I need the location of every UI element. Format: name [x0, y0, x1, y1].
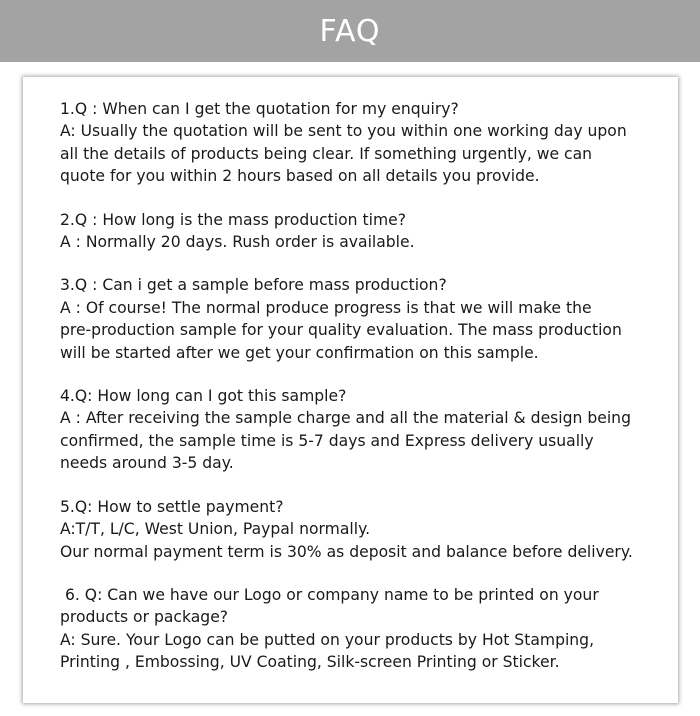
- faq-item-5: [60, 496, 678, 563]
- faq-question-3: 3.Q : Can i get a sample before mass production?: [60, 276, 447, 295]
- faq-answer-5-line-2: Our normal payment term is 30% as deposit and balance before delivery.: [60, 542, 633, 561]
- faq-question-6-line-1: 6. Q: Can we have our Logo or company name to be printed on your: [60, 585, 599, 604]
- faq-item-1: [60, 98, 678, 188]
- faq-list: [60, 98, 678, 695]
- faq-answer-3-line-2: pre-production sample for your quality evaluation. The mass production: [60, 321, 622, 340]
- faq-answer-6-line-1: A: Sure. Your Logo can be putted on your products by Hot Stamping,: [60, 630, 595, 649]
- faq-answer-1-line-3: quote for you within 2 hours based on all details you provide.: [60, 167, 540, 186]
- faq-answer-6-line-2: Printing , Embossing, UV Coating, Silk-screen Printing or Sticker.: [60, 653, 560, 672]
- faq-panel: [23, 77, 678, 703]
- faq-answer-1-line-1: A: Usually the quotation will be sent to you within one working day upon: [60, 122, 627, 141]
- faq-answer-4-line-1: A : After receiving the sample charge and all the material & design being: [60, 409, 631, 428]
- faq-question-5: 5.Q: How to settle payment?: [60, 497, 284, 516]
- faq-answer-3-line-1: A : Of course! The normal produce progress is that we will make the: [60, 298, 592, 317]
- faq-question-1: 1.Q : When can I get the quotation for my enquiry?: [60, 100, 459, 118]
- faq-answer-4-line-2: confirmed, the sample time is 5-7 days and Express delivery usually: [60, 431, 594, 450]
- faq-item-2: [60, 209, 678, 254]
- faq-answer-3-line-3: will be started after we get your confirmation on this sample.: [60, 343, 539, 362]
- faq-question-2: 2.Q : How long is the mass production time?: [60, 210, 407, 229]
- faq-header-bar: [0, 0, 700, 62]
- faq-item-4: [60, 385, 678, 475]
- faq-answer-5-line-1: A:T/T, L/C, West Union, Paypal normally.: [60, 520, 371, 539]
- faq-item-3: [60, 274, 678, 364]
- faq-answer-1-line-2: all the details of products being clear. If something urgently, we can: [60, 144, 593, 163]
- faq-answer-4-line-3: needs around 3-5 day.: [60, 454, 234, 473]
- faq-question-6-line-2: products or package?: [60, 608, 229, 627]
- faq-item-6: [60, 584, 678, 674]
- faq-answer-2-line-1: A : Normally 20 days. Rush order is available.: [60, 233, 415, 252]
- faq-question-4: 4.Q: How long can I got this sample?: [60, 387, 347, 406]
- page-title: FAQ: [319, 13, 381, 49]
